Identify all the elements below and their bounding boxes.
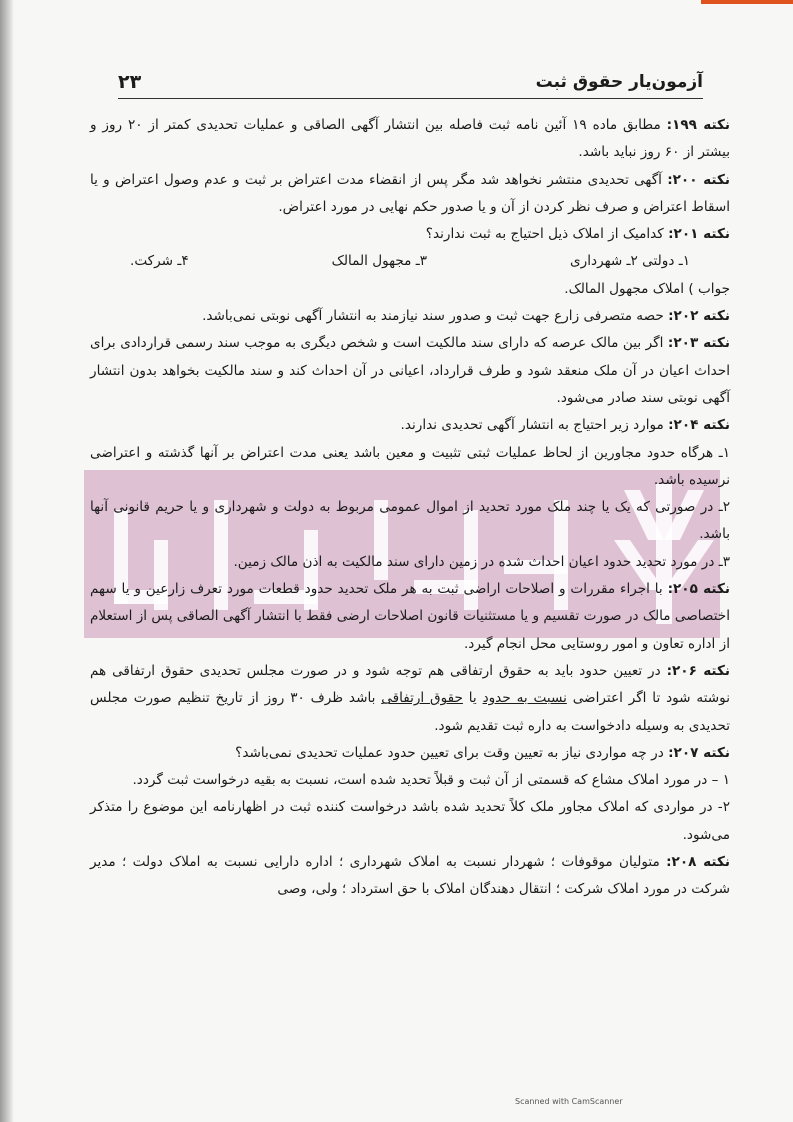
note-text: در چه مواردی نیاز به تعیین وقت برای تعیین حدود عملیات تحدیدی نمی‌باشد؟ bbox=[235, 744, 664, 761]
note-207-item-2: ۲- در مواردی که املاک مجاور ملک کلاً تحدید شده باشد درخواست کننده ثبت در اظهارنامه این موضوع را متذکر می‌شود. bbox=[90, 799, 730, 843]
note-204-item-3: ۳ـ در مورد تحدید حدود اعیان احداث شده در زمین دارای سند مالکیت به اذن مالک زمین. bbox=[233, 553, 730, 570]
note-201-answer: جواب ) املاک مجهول المالک. bbox=[564, 280, 730, 297]
note-208 bbox=[90, 849, 730, 904]
note-text: حصه متصرفی زارع جهت ثبت و صدور سند نیازمند به انتشار آگهی نوبتی نمی‌باشد. bbox=[202, 308, 664, 325]
note-label: نکته ۲۰۱: bbox=[668, 226, 730, 243]
option-1-2: ۱ـ دولتی ۲ـ شهرداری bbox=[570, 253, 690, 270]
page-binding-edge bbox=[0, 0, 14, 1122]
note-200 bbox=[90, 167, 730, 222]
note-label: نکته ۲۰۵: bbox=[667, 581, 730, 598]
note-text: متولیان موقوفات ؛ شهردار نسبت به املاک شهرداری ؛ اداره دارایی نسبت به املاک دولت ؛ مدیر شرکت در مورد املاک شرکت ؛ انتقال دهندگان املاک با حق استرداد ؛ ولی، وصی bbox=[90, 854, 730, 898]
note-207-item-1: ۱ – در مورد املاک مشاع که قسمتی از آن ثبت و قبلاً تحدید شده است، نسبت به بقیه درخواست ثبت گردد. bbox=[132, 772, 730, 789]
note-206 bbox=[90, 658, 730, 740]
note-204 bbox=[90, 412, 730, 439]
note-text: مطابق ماده ۱۹ آئین نامه ثبت فاصله بین انتشار آگهی الصاقی و عملیات تحدیدی کمتر از ۲۰ روز و بیشتر از ۶۰ روز نباید باشد. bbox=[90, 117, 730, 161]
scanner-footer: Scanned with CamScanner bbox=[515, 1097, 623, 1106]
note-205 bbox=[90, 576, 730, 658]
note-201 bbox=[90, 221, 730, 248]
option-3: ۳ـ مجهول المالک bbox=[331, 253, 428, 270]
note-label: نکته ۲۰۰: bbox=[667, 171, 730, 188]
page-body bbox=[90, 112, 730, 904]
note-label: نکته ۲۰۴: bbox=[668, 417, 730, 434]
note-199 bbox=[90, 112, 730, 167]
book-title: آزمون‌یار حقوق ثبت bbox=[535, 72, 703, 92]
note-label: نکته ۲۰۸: bbox=[666, 854, 730, 871]
note-204-item-2: ۲ـ در صورتی که یک یا چند ملک مورد تحدید از اموال عمومی مربوط به دولت و شهرداری و یا حریم قانونی آنها باشد. bbox=[90, 499, 730, 543]
note-label: نکته ۲۰۷: bbox=[668, 744, 730, 761]
note-text: کدامیک از املاک ذیل احتیاج به ثبت ندارند؟ bbox=[425, 226, 664, 243]
underlined-phrase-1: نسبت به حدود bbox=[482, 690, 567, 707]
note-text: اگر بین مالک عرصه که دارای سند مالکیت است و شخص دیگری به موجب سند رسمی قراردادی برای احداث اعیان در آن ملک منعقد شود و طرف قرارداد، اعیانی در آن احداث کند و سند مالکیت بخواهد بدون انتشار آگهی نوبتی سند صادر می‌شود. bbox=[90, 335, 730, 406]
corner-color-bar bbox=[701, 0, 793, 4]
note-text-before: در تعیین حدود باید به حقوق ارتفاقی هم توجه شود و در صورت مجلس تحدیدی حقوق ارتفاقی هم نوشته شود تا اگر اعتراضی bbox=[90, 662, 730, 707]
page-header bbox=[118, 58, 703, 99]
note-text-mid: یا bbox=[462, 690, 483, 707]
page-number: ۲۳ bbox=[118, 71, 142, 93]
note-204-item-1: ۱ـ هرگاه حدود مجاورین از لحاظ عملیات ثبتی تثبیت و معین باشد یعنی مدت اعتراض بر آنها گذشته و اعتراضی نرسیده باشد. bbox=[90, 444, 730, 488]
note-label: نکته ۲۰۲: bbox=[668, 308, 730, 325]
note-text: آگهی تحدیدی منتشر نخواهد شد مگر پس از انقضاء مدت اعتراض بر ثبت و عدم وصول اعتراض و یا اسقاط اعتراض و صرف نظر کردن از آن و یا صدور حکم نهایی در مورد اعتراض. bbox=[90, 171, 730, 215]
note-201-options bbox=[90, 248, 730, 275]
note-203 bbox=[90, 330, 730, 412]
note-label: نکته ۱۹۹: bbox=[666, 117, 731, 133]
note-text-after: باشد ظرف ۳۰ روز از تاریخ تنظیم صورت مجلس تحدیدی به وسیله دادخواست به داره ثبت تقدیم شود. bbox=[90, 690, 730, 734]
note-label: نکته ۲۰۶: bbox=[666, 662, 730, 679]
note-202 bbox=[90, 303, 730, 330]
note-text: با اجراء مقررات و اصلاحات اراضی ثبت به هر ملک تحدید حدود قطعات مورد تعرف زارعین و یا سهم اختصاصی مالک در صورت تقسیم و یا مستثنیات قانون اصلاحات ارضی فقط با انتشار آگهی الصاقی پس از استعلام از اداره تعاون و امور روستایی محل انجام گیرد. bbox=[90, 581, 730, 652]
underlined-phrase-2: حقوق ارتفاقی bbox=[381, 690, 463, 707]
option-4: ۴ـ شرکت. bbox=[130, 253, 189, 270]
note-label: نکته ۲۰۳: bbox=[667, 335, 730, 352]
note-text: موارد زیر احتیاج به انتشار آگهی تحدیدی ندارند. bbox=[400, 417, 664, 434]
note-207 bbox=[90, 740, 730, 767]
